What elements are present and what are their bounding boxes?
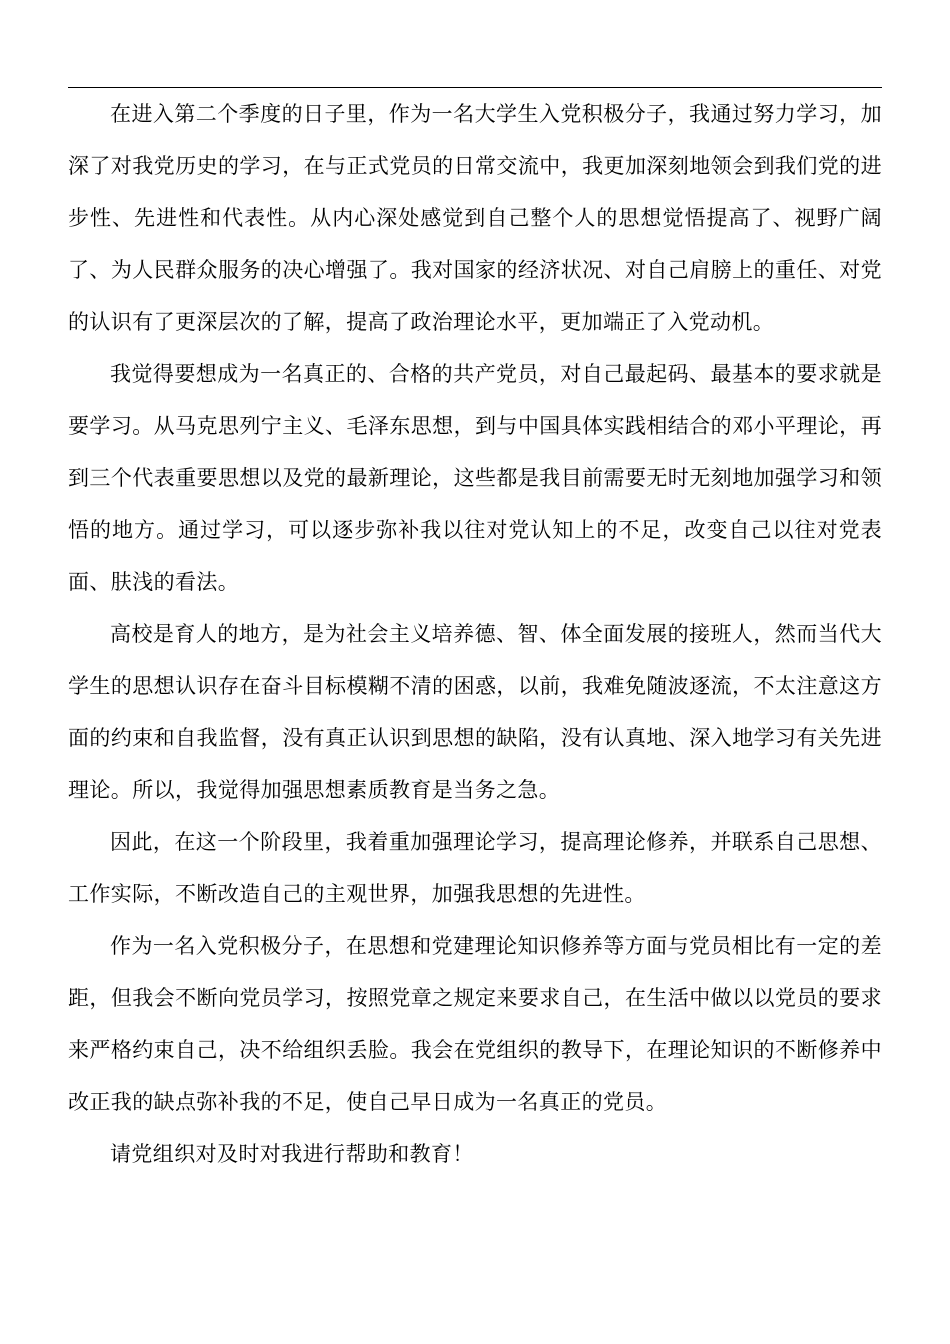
document-body (68, 88, 882, 1180)
paragraph-6: 请党组织对及时对我进行帮助和教育！ (110, 1142, 474, 1166)
paragraph-1: 在进入第二个季度的日子里，作为一名大学生入党积极分子，我通过努力学习，加深了对我党历史的学习，在与正式党员的日常交流中，我更加深刻地领会到我们党的进步性、先进性和代表性。从内心深处感觉到自己整个人的思想觉悟提高了、视野广阔了、为人民群众服务的决心增强了。我对国家的经济状况、对自己肩膀上的重任、对党的认识有了更深层次的了解，提高了政治理论水平，更加端正了入党动机。 (68, 102, 882, 334)
paragraph-2: 我觉得要想成为一名真正的、合格的共产党员，对自己最起码、最基本的要求就是要学习。从马克思列宁主义、毛泽东思想，到与中国具体实践相结合的邓小平理论，再到三个代表重要思想以及党的最新理论，这些都是我目前需要无时无刻地加强学习和领悟的地方。通过学习，可以逐步弥补我以往对党认知上的不足，改变自己以往对党表面、肤浅的看法。 (68, 362, 882, 594)
paragraph-5: 作为一名入党积极分子，在思想和党建理论知识修养等方面与党员相比有一定的差距，但我会不断向党员学习，按照党章之规定来要求自己，在生活中做以以党员的要求来严格约束自己，决不给组织丢脸。我会在党组织的教导下，在理论知识的不断修养中改正我的缺点弥补我的不足，使自己早日成为一名真正的党员。 (68, 934, 882, 1114)
paragraph-4: 因此，在这一个阶段里，我着重加强理论学习，提高理论修养，并联系自己思想、工作实际，不断改造自己的主观世界，加强我思想的先进性。 (68, 830, 882, 906)
paragraph-3: 高校是育人的地方，是为社会主义培养德、智、体全面发展的接班人，然而当代大学生的思想认识存在奋斗目标模糊不清的困惑，以前，我难免随波逐流，不太注意这方面的约束和自我监督，没有真正认识到思想的缺陷，没有认真地、深入地学习有关先进理论。所以，我觉得加强思想素质教育是当务之急。 (68, 622, 882, 802)
